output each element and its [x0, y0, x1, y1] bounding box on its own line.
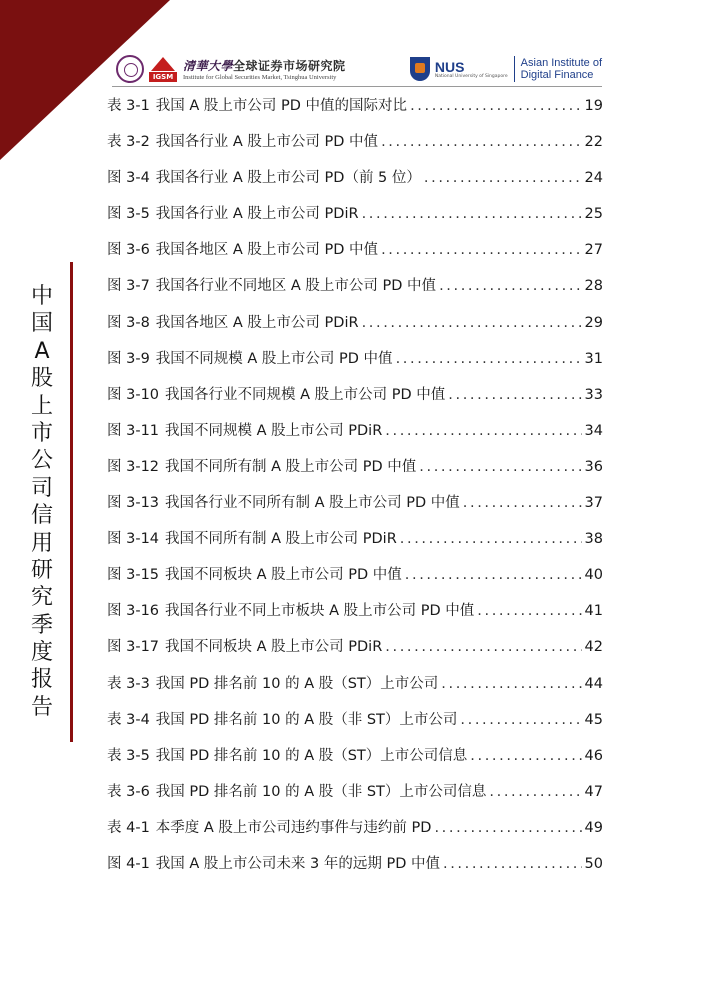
toc-leader-dots	[396, 345, 582, 373]
side-title-char: 用	[30, 530, 53, 556]
toc-leader-dots	[362, 309, 582, 337]
side-title-char: 司	[30, 475, 53, 501]
aidf-name-line2: Digital Finance	[520, 69, 594, 81]
header-rule	[112, 86, 602, 87]
side-title-char: 研	[30, 557, 53, 583]
toc-entry-number: 图 3-17	[107, 639, 160, 656]
toc-leader-dots	[489, 778, 581, 806]
side-title-char: 究	[30, 585, 53, 611]
tsinghua-igsm-logo	[116, 52, 346, 86]
toc-entry-number: 表 4-1	[107, 819, 150, 836]
toc-entry-title: 本季度 A 股上市公司违约事件与违约前 PD	[155, 819, 432, 836]
toc-entry-number: 表 3-2	[107, 134, 150, 151]
toc-entry-title: 我国各行业不同上市板块 A 股上市公司 PD 中值	[165, 603, 475, 620]
nus-aidf-logo	[410, 52, 602, 86]
toc-page-number: 46	[584, 747, 603, 764]
toc-entry[interactable]	[107, 128, 603, 164]
toc-entry-title: 我国不同规模 A 股上市公司 PDiR	[165, 422, 383, 439]
brand-name-cn	[183, 57, 346, 74]
toc-page-number: 29	[584, 314, 603, 331]
toc-entry[interactable]	[107, 381, 603, 417]
toc-entry[interactable]	[107, 525, 603, 561]
toc-leader-dots	[424, 164, 582, 192]
toc-entry-number: 图 3-13	[107, 495, 160, 512]
aidf-name-line1: Asian Institute of	[520, 57, 602, 69]
toc-entry[interactable]	[107, 597, 603, 633]
toc-entry[interactable]	[107, 236, 603, 272]
toc-entry[interactable]	[107, 814, 603, 850]
toc-entry[interactable]	[107, 453, 603, 489]
toc-entry-title: 我国各行业不同规模 A 股上市公司 PD 中值	[165, 386, 446, 403]
toc-entry-label	[107, 706, 457, 734]
toc-entry[interactable]	[107, 489, 603, 525]
toc-leader-dots	[410, 92, 581, 120]
side-title-char: 报	[30, 667, 53, 693]
toc-entry-title: 我国 PD 排名前 10 的 A 股（非 ST）上市公司信息	[155, 783, 487, 800]
toc-entry-title: 我国不同所有制 A 股上市公司 PDiR	[165, 531, 397, 548]
toc-leader-dots	[385, 417, 581, 445]
toc-page-number: 22	[584, 134, 603, 151]
toc-page-number: 40	[584, 567, 603, 584]
toc-entry-title: 我国 PD 排名前 10 的 A 股（ST）上市公司信息	[155, 747, 468, 764]
toc-entry-number: 图 3-12	[107, 458, 160, 475]
toc-entry-label	[107, 200, 359, 228]
toc-entry[interactable]	[107, 345, 603, 381]
toc-entry-label	[107, 272, 436, 300]
toc-entry-label	[107, 814, 431, 842]
side-accent-bar	[70, 262, 73, 742]
toc-entry-title: 我国各地区 A 股上市公司 PD 中值	[155, 242, 379, 259]
toc-page-number: 50	[584, 855, 603, 872]
side-title-char: 股	[30, 366, 53, 392]
side-title-char: 市	[30, 420, 53, 446]
tsinghua-seal-icon	[116, 55, 144, 83]
brand-name-en: Institute for Global Securities Market, Tsinghua University	[183, 74, 337, 81]
toc-entry[interactable]	[107, 417, 603, 453]
toc-entry-title: 我国各行业 A 股上市公司 PD（前 5 位）	[155, 170, 421, 187]
toc-entry-label	[107, 778, 486, 806]
toc-entry[interactable]	[107, 561, 603, 597]
brand-name-rest: 全球证券市场研究院	[233, 59, 346, 73]
toc-leader-dots	[381, 236, 581, 264]
toc-entry-label	[107, 453, 416, 481]
toc-page-number: 49	[584, 819, 603, 836]
toc-leader-dots	[400, 525, 582, 553]
side-title-char: 季	[30, 612, 53, 638]
toc-entry-number: 图 3-10	[107, 386, 160, 403]
toc-entry-label	[107, 670, 438, 698]
toc-entry-label	[107, 850, 440, 878]
toc-entry-label	[107, 489, 460, 517]
nus-subtitle: National University of Singapore	[434, 73, 508, 79]
toc-entry-title: 我国各行业不同地区 A 股上市公司 PD 中值	[155, 278, 437, 295]
toc-leader-dots	[439, 272, 581, 300]
toc-entry-title: 我国 PD 排名前 10 的 A 股（非 ST）上市公司	[155, 711, 458, 728]
side-title-char: 上	[30, 393, 53, 419]
toc-leader-dots	[385, 633, 581, 661]
toc-entry-number: 图 4-1	[107, 855, 150, 872]
toc-leader-dots	[434, 814, 581, 842]
toc-entry-number: 图 3-9	[107, 350, 150, 367]
toc-page-number: 33	[584, 386, 603, 403]
toc-entry-title: 我国不同所有制 A 股上市公司 PD 中值	[165, 458, 417, 475]
toc-leader-dots	[381, 128, 581, 156]
side-title-char: 中	[30, 284, 53, 309]
toc-entry-number: 图 3-15	[107, 567, 160, 584]
toc-leader-dots	[463, 489, 582, 517]
side-title-char: 国	[30, 311, 53, 337]
toc-entry-number: 图 3-6	[107, 242, 150, 259]
side-report-title	[26, 283, 58, 721]
side-title-char: 公	[30, 448, 53, 474]
toc-page-number: 42	[584, 639, 603, 656]
toc-leader-dots	[362, 200, 582, 228]
toc-entry-label	[107, 164, 421, 192]
toc-leader-dots	[470, 742, 581, 770]
side-title-char: A	[34, 338, 50, 364]
side-title-char: 告	[30, 694, 53, 720]
igsm-icon	[149, 55, 177, 83]
toc-entry-label	[107, 381, 445, 409]
toc-entry-number: 图 3-8	[107, 314, 150, 331]
toc-entry-number: 表 3-4	[107, 711, 150, 728]
toc-entry-label	[107, 417, 382, 445]
toc-entry-number: 图 3-14	[107, 531, 160, 548]
toc-entry-label	[107, 128, 378, 156]
toc-entry-number: 表 3-1	[107, 98, 150, 114]
toc-entry[interactable]	[107, 633, 603, 669]
nus-crest-icon	[410, 57, 430, 81]
toc-entry[interactable]	[107, 92, 603, 128]
toc-page-number: 25	[584, 206, 603, 223]
toc-leader-dots	[441, 670, 581, 698]
logo-divider	[514, 56, 515, 82]
toc-entry-title: 我国 A 股上市公司 PD 中值的国际对比	[155, 98, 408, 114]
side-title-char: 信	[30, 503, 53, 529]
toc-page-number: 38	[584, 531, 603, 548]
toc-leader-dots	[443, 850, 582, 878]
toc-entry-title: 我国 PD 排名前 10 的 A 股（ST）上市公司	[155, 675, 439, 692]
toc-entry-label	[107, 561, 402, 589]
toc-page-number: 36	[584, 458, 603, 475]
toc-leader-dots	[419, 453, 581, 481]
toc-entry[interactable]	[107, 272, 603, 308]
brand-calligraphy: 清華大學	[183, 59, 234, 73]
toc-entry[interactable]	[107, 742, 603, 778]
toc-leader-dots	[405, 561, 582, 589]
toc-page-number: 28	[584, 278, 603, 295]
toc-entry-label	[107, 633, 382, 661]
toc-entry[interactable]	[107, 309, 603, 345]
side-title-char: 度	[30, 640, 53, 666]
toc-entry-title: 我国各行业 A 股上市公司 PD 中值	[155, 134, 379, 151]
toc-entry-label	[107, 345, 393, 373]
toc-page-number: 47	[584, 783, 603, 800]
toc-entry-label	[107, 597, 474, 625]
toc-entry-title: 我国各行业 A 股上市公司 PDiR	[155, 206, 359, 223]
toc-entry-label	[107, 742, 467, 770]
page-header	[112, 50, 602, 90]
toc-entry-title: 我国不同规模 A 股上市公司 PD 中值	[155, 350, 393, 367]
toc-leader-dots	[460, 706, 581, 734]
toc-entry-number: 表 3-3	[107, 675, 150, 692]
toc-entry-label	[107, 236, 378, 264]
toc-entry[interactable]	[107, 670, 603, 706]
toc-entry-title: 我国各地区 A 股上市公司 PDiR	[155, 314, 359, 331]
toc-entry-label	[107, 92, 407, 120]
toc-entry-number: 表 3-5	[107, 747, 150, 764]
toc-entry-number: 图 3-5	[107, 206, 150, 223]
toc-entry-label	[107, 309, 359, 337]
toc-entry[interactable]	[107, 164, 603, 200]
toc-entry-title: 我国各行业不同所有制 A 股上市公司 PD 中值	[165, 495, 460, 512]
table-of-contents	[107, 92, 603, 886]
toc-entry-title: 我国不同板块 A 股上市公司 PDiR	[165, 639, 383, 656]
igsm-badge: IGSM	[149, 72, 177, 82]
toc-page-number: 27	[584, 242, 603, 259]
toc-page-number: 24	[584, 170, 603, 187]
toc-entry-label	[107, 525, 397, 553]
toc-entry[interactable]	[107, 778, 603, 814]
toc-entry-title: 我国不同板块 A 股上市公司 PD 中值	[165, 567, 402, 584]
toc-entry-number: 图 3-4	[107, 170, 150, 187]
toc-page-number: 37	[584, 495, 603, 512]
toc-entry[interactable]	[107, 850, 603, 886]
toc-entry-number: 图 3-7	[107, 278, 150, 295]
toc-page-number: 19	[584, 98, 603, 114]
toc-leader-dots	[477, 597, 581, 625]
nus-wordmark: NUS	[434, 58, 465, 75]
toc-entry[interactable]	[107, 200, 603, 236]
toc-page-number: 31	[584, 350, 603, 367]
toc-page-number: 34	[584, 422, 603, 439]
toc-entry-number: 图 3-16	[107, 603, 160, 620]
toc-entry-number: 图 3-11	[107, 422, 160, 439]
toc-leader-dots	[448, 381, 581, 409]
toc-page-number: 44	[584, 675, 603, 692]
toc-entry-title: 我国 A 股上市公司未来 3 年的远期 PD 中值	[155, 855, 441, 872]
toc-page-number: 45	[584, 711, 603, 728]
toc-entry-number: 表 3-6	[107, 783, 150, 800]
toc-page-number: 41	[584, 603, 603, 620]
toc-entry[interactable]	[107, 706, 603, 742]
